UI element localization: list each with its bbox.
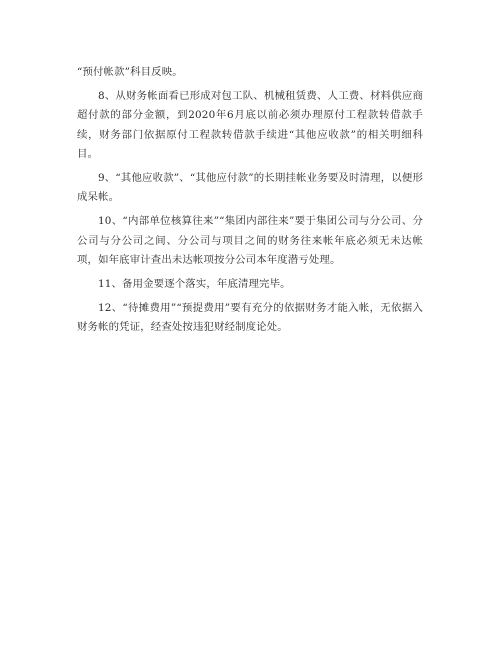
paragraph-item-12: 12、“待摊费用”“预提费用”要有充分的依据财务才能入帐，无依据入财务帐的凭证，经查处按违犯财经制度论处。 [77, 302, 423, 334]
paragraph-item-11: 11、备用金要逐个落实，年底清理完毕。 [98, 278, 291, 291]
document-body [77, 63, 423, 343]
paragraph-item-8: 8、从财务帐面看已形成对包工队、机械租赁费、人工费、材料供应商超付款的部分金额，到2020年6月底以前必须办理原付工程款转借款手续，财务部门依据原付工程款转借款手续进“其他应收款”的相关明细科目。 [77, 90, 423, 160]
paragraph-item-9: 9、“其他应收款”、“其他应付款”的长期挂帐业务要及时清理，以便形成呆帐。 [77, 172, 423, 204]
paragraph-continuation: “预付帐款”科目反映。 [77, 66, 183, 78]
paragraph-item-10: 10、“内部单位核算往来”“集团内部往来”要于集团公司与分公司、分公司与分公司之间、分公司与项目之间的财务往来帐年底必须无未达帐项，如年底审计查出未达帐项按分公司本年度潜亏处理。 [77, 215, 423, 266]
